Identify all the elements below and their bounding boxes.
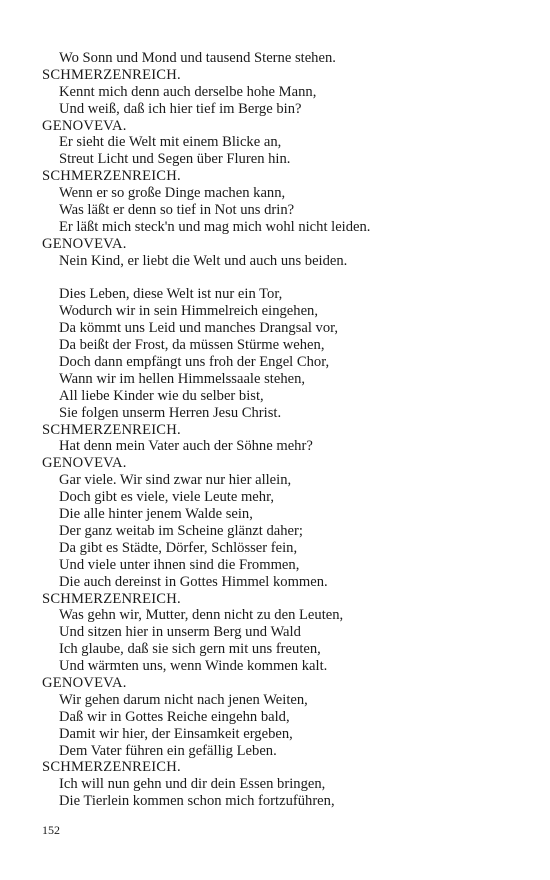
verse-line: Streut Licht und Segen über Fluren hin. (59, 151, 291, 168)
verse-line: Kennt mich denn auch derselbe hohe Mann, (59, 83, 317, 100)
verse-line: Und weiß, daß ich hier tief im Berge bin? (59, 100, 302, 117)
verse-line: Wann wir im hellen Himmelssaale stehen, (59, 370, 306, 387)
verse-line: Was gehn wir, Mutter, denn nicht zu den Leuten, (59, 607, 344, 624)
verse-line: Und wärmten uns, wenn Winde kommen kalt. (59, 658, 328, 675)
speaker-name: SCHMERZENREICH. (42, 590, 181, 607)
verse-line: Da gibt es Städte, Dörfer, Schlösser fein, (59, 539, 298, 556)
page-text (42, 50, 512, 810)
speaker-name: GENOVEVA. (42, 117, 127, 134)
verse-line: Ich glaube, daß sie sich gern mit uns freuten, (59, 641, 321, 658)
verse-line: Wir gehen darum nicht nach jenen Weiten, (59, 691, 308, 708)
verse-line: Dies Leben, diese Welt ist nur ein Tor, (59, 286, 283, 303)
verse-line: Er sieht die Welt mit einem Blicke an, (59, 134, 282, 151)
speaker-name: SCHMERZENREICH. (42, 759, 181, 776)
verse-line: Der ganz weitab im Scheine glänzt daher; (59, 522, 303, 539)
verse-line: Nein Kind, er liebt die Welt und auch uns beiden. (59, 252, 348, 269)
verse-line: All liebe Kinder wie du selber bist, (59, 387, 264, 404)
speaker-name: GENOVEVA. (42, 674, 127, 691)
verse-line: Da beißt der Frost, da müssen Stürme wehen, (59, 337, 325, 354)
verse-line: Ich will nun gehn und dir dein Essen bringen, (59, 776, 326, 793)
verse-line: Die Tierlein kommen schon mich fortzuführen, (59, 793, 335, 810)
verse-line: Doch dann empfängt uns froh der Engel Chor, (59, 354, 330, 371)
blank-line (42, 270, 512, 287)
speaker-name: SCHMERZENREICH. (42, 168, 181, 185)
page-number: 152 (42, 823, 60, 837)
verse-line: Die auch dereinst in Gottes Himmel kommen. (59, 573, 328, 590)
verse-line: Dem Vater führen ein gefällig Leben. (59, 742, 277, 759)
verse-line: Was läßt er denn so tief in Not uns drin? (59, 202, 295, 219)
verse-line: Sie folgen unserm Herren Jesu Christ. (59, 404, 282, 421)
verse-line: Wenn er so große Dinge machen kann, (59, 185, 286, 202)
speaker-name: SCHMERZENREICH. (42, 421, 181, 438)
verse-line: Er läßt mich steck'n und mag mich wohl nicht leiden. (59, 218, 371, 235)
speaker-name: GENOVEVA. (42, 455, 127, 472)
verse-line: Und sitzen hier in unserm Berg und Wald (59, 624, 301, 641)
verse-line: Gar viele. Wir sind zwar nur hier allein, (59, 472, 292, 489)
verse-line: Da kömmt uns Leid und manches Drangsal vor, (59, 320, 339, 337)
verse-line: Damit wir hier, der Einsamkeit ergeben, (59, 725, 293, 742)
verse-line: Wodurch wir in sein Himmelreich eingehen, (59, 303, 319, 320)
verse-line: Hat denn mein Vater auch der Söhne mehr? (59, 438, 313, 455)
verse-line: Wo Sonn und Mond und tausend Sterne stehen. (59, 50, 336, 66)
speaker-name: SCHMERZENREICH. (42, 66, 181, 83)
verse-line: Und viele unter ihnen sind die Frommen, (59, 556, 300, 573)
verse-line: Doch gibt es viele, viele Leute mehr, (59, 489, 275, 506)
speaker-name: GENOVEVA. (42, 235, 127, 252)
verse-line: Die alle hinter jenem Walde sein, (59, 506, 253, 523)
verse-line: Daß wir in Gottes Reiche eingehn bald, (59, 708, 290, 725)
